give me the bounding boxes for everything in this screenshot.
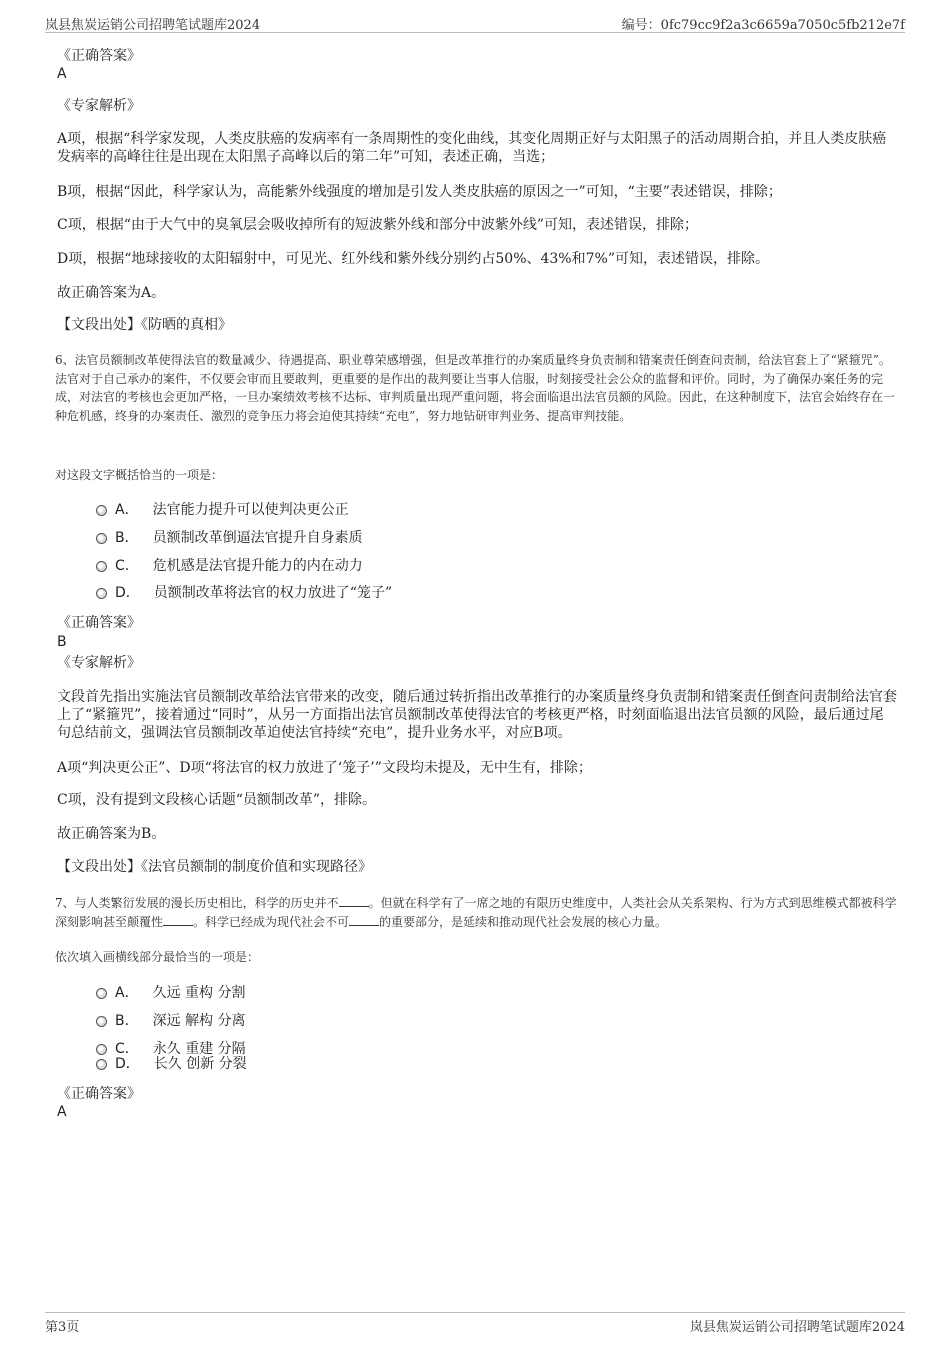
blank <box>163 925 193 926</box>
radio-icon[interactable] <box>96 533 107 544</box>
question-prompt: 依次填入画横线部分最恰当的一项是： <box>55 950 260 964</box>
analysis-paragraph: C项，没有提到文段核心话题“员额制改革”，排除。 <box>57 792 377 808</box>
header-title: 岚县焦炭运销公司招聘笔试题库2024 <box>45 18 261 33</box>
analysis-paragraph: C项，根据“由于大气中的臭氧层会吸收掉所有的短波紫外线和部分中波紫外线”可知，表述错误，排除； <box>57 217 699 233</box>
question-prompt: 对这段文字概括恰当的一项是： <box>55 468 224 482</box>
answer-value: B <box>57 634 67 650</box>
radio-icon[interactable] <box>96 588 107 599</box>
analysis-label: 《专家解析》 <box>57 98 141 114</box>
option-d[interactable]: D． 员额制改革将法官的权力放进了“笼子” <box>96 585 392 602</box>
option-d[interactable]: D． 长久 创新 分裂 <box>96 1056 247 1073</box>
option-a[interactable]: A． 久远 重构 分割 <box>96 985 245 1002</box>
option-c[interactable]: C． 永久 重建 分隔 <box>96 1041 246 1058</box>
analysis-paragraph: 文段首先指出实施法官员额制改革给法官带来的改变，随后通过转折指出改革推行的办案质量终身负责制和错案责任倒查问责制给法官套上了“紧箍咒”，接着通过“同时”，从另一方面指出法官员额制改革使得法官的考核更严格，时刻面临退出法官员额的风险，最后通过尾句总结前文，强调法官员额制改革迫使法官持续“充电”，提升业务水平，对应B项。 <box>57 689 897 741</box>
source: 【文段出处】《防晒的真相》 <box>57 317 232 333</box>
question-stem: 6、法官员额制改革使得法官的数量减少、待遇提高、职业尊荣感增强，但是改革推行的办案质量终身负责制和错案责任倒查问责制，给法官套上了“紧箍咒”。法官对于自己承办的案件，不仅要会审而且要敢判，更重要的是作出的裁判要让当事人信服，时刻接受社会公众的监督和评价。同时，为了确保办案任务的完成，对法官的考核也会更加严格，一旦办案绩效考核不达标、审判质量出现严重问题，将会面临退出法官员额的风险。因此，在这种制度下，法官会始终存在一种危机感，终身的办案责任、激烈的竞争压力将会迫使其持续“充电”，努力地钻研审判业务、提高审判技能。 <box>55 353 896 423</box>
radio-icon[interactable] <box>96 1016 107 1027</box>
analysis-label: 《专家解析》 <box>57 655 141 671</box>
conclusion: 故正确答案为A。 <box>57 285 166 301</box>
answer-label: 《正确答案》 <box>57 615 141 631</box>
blank <box>339 906 369 907</box>
answer-value: A <box>57 1104 67 1120</box>
radio-icon[interactable] <box>96 505 107 516</box>
footer-title: 岚县焦炭运销公司招聘笔试题库2024 <box>689 1320 905 1335</box>
page-header <box>45 12 905 33</box>
page-number: 第3页 <box>45 1320 80 1335</box>
analysis-paragraph: D项，根据“地球接收的太阳辐射中，可见光、红外线和紫外线分别约占50%、43%和7%”可知，表述错误，排除。 <box>57 251 769 267</box>
radio-icon[interactable] <box>96 988 107 999</box>
question-stem: 7、与人类繁衍发展的漫长历史相比，科学的历史并不 。但就在科学有了一席之地的有限历史维度中，人类社会从关系架构、行为方式到思维模式都被科学深刻影响甚至颠覆性 。科学已经成为现代社会不可 的重要部分，是延续和推动现代社会发展的核心力量。 <box>55 896 897 929</box>
answer-value: A <box>57 66 67 82</box>
blank <box>349 925 379 926</box>
option-c[interactable]: C． 危机感是法官提升能力的内在动力 <box>96 558 363 575</box>
analysis-paragraph: A项，根据“科学家发现，人类皮肤癌的发病率有一条周期性的变化曲线，其变化周期正好与太阳黑子的活动周期合拍，并且人类皮肤癌发病率的高峰往往是出现在太阳黑子高峰以后的第二年”可知，表述正确，当选； <box>57 131 887 165</box>
radio-icon[interactable] <box>96 1044 107 1055</box>
radio-icon[interactable] <box>96 1059 107 1070</box>
option-b[interactable]: B． 员额制改革倒逼法官提升自身素质 <box>96 530 363 547</box>
analysis-paragraph: B项，根据“因此，科学家认为，高能紫外线强度的增加是引发人类皮肤癌的原因之一”可知，“主要”表述错误，排除； <box>57 184 782 200</box>
radio-icon[interactable] <box>96 561 107 572</box>
page-footer <box>45 1312 905 1335</box>
source: 【文段出处】《法官员额制的制度价值和实现路径》 <box>57 859 372 875</box>
option-a[interactable]: A． 法官能力提升可以使判决更公正 <box>96 502 349 519</box>
answer-label: 《正确答案》 <box>57 1086 141 1102</box>
answer-label: 《正确答案》 <box>57 48 141 64</box>
option-b[interactable]: B． 深远 解构 分离 <box>96 1013 246 1030</box>
analysis-paragraph: A项“判决更公正”、D项“将法官的权力放进了‘笼子’”文段均未提及，无中生有，排除； <box>57 760 592 776</box>
conclusion: 故正确答案为B。 <box>57 826 166 842</box>
header-doc-id: 编号：0fc79cc9f2a3c6659a7050c5fb212e7f <box>621 18 905 33</box>
